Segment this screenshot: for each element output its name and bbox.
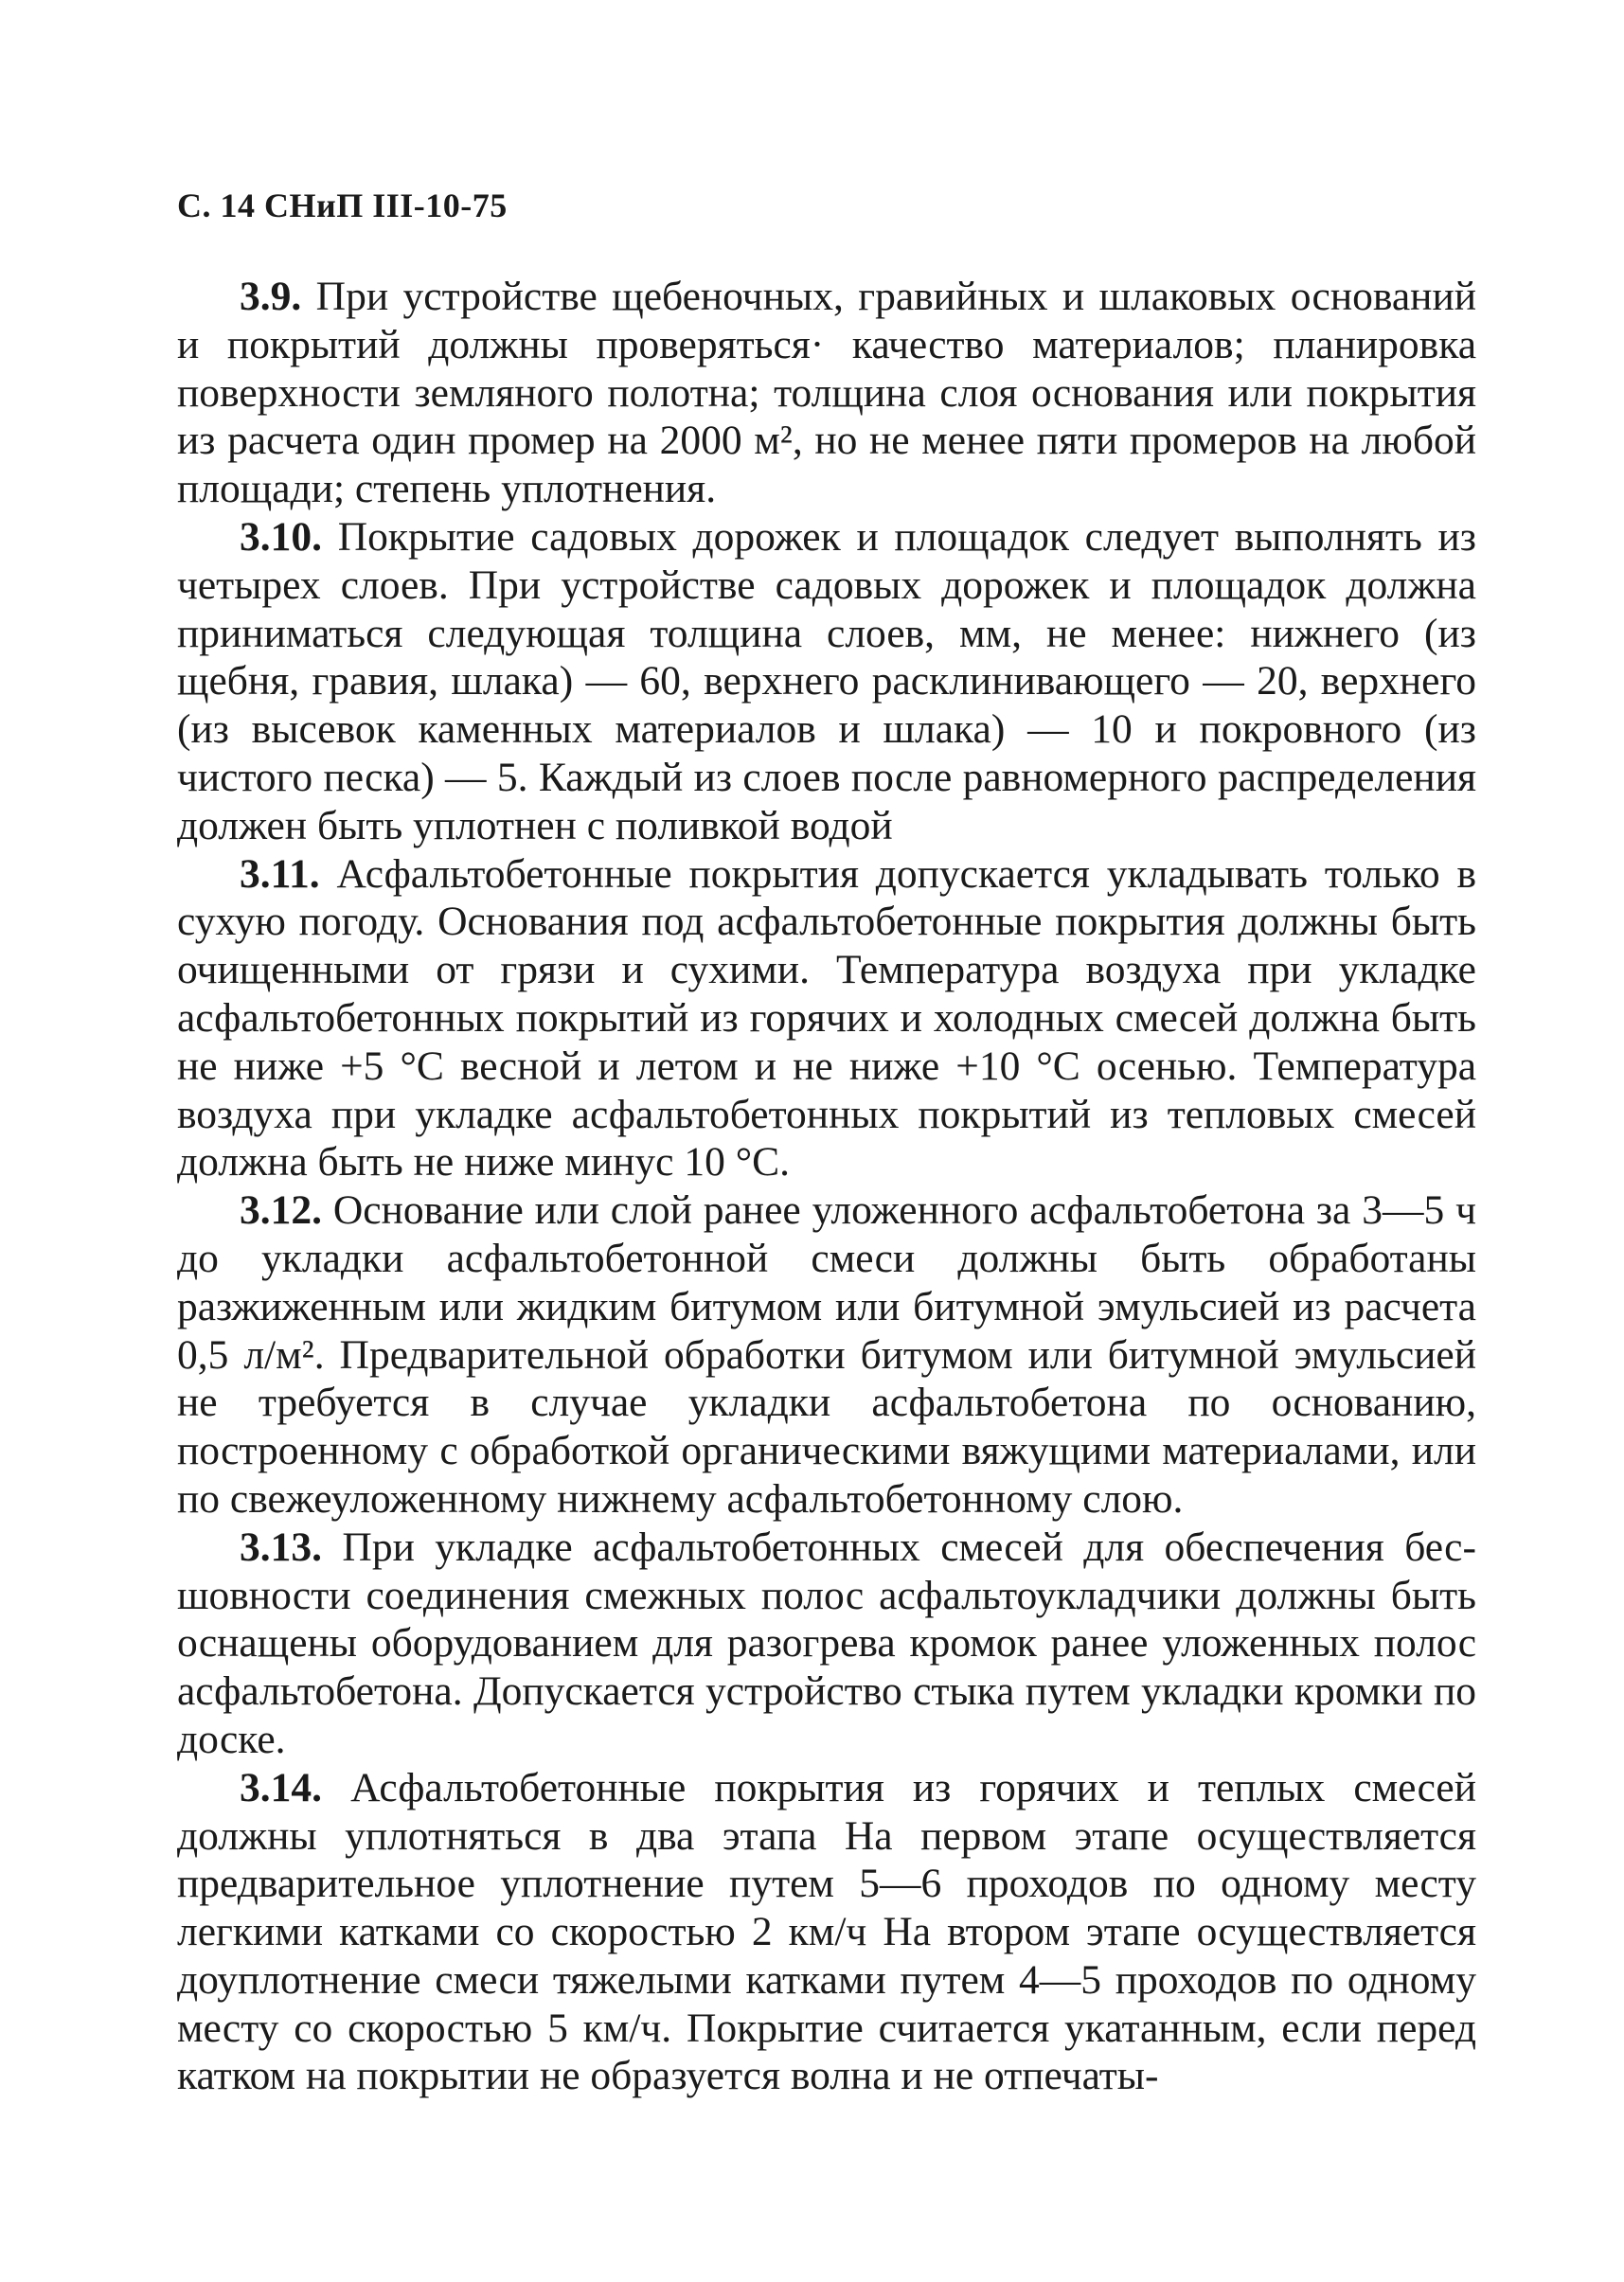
paragraph-text: Асфальтобетонные покрытия допускается укладывать только в сухую погоду. Основания под асфальтобетонные покрытия должны быть очищенными от грязи и сухими. Температура воздуха при укладке асфальтобетонных покрытий из горячих и холодных смесей должна быть не ниже +5 °С весной и летом и не ниже +10 °С осенью. Температура воздуха при укладке асфальтобетонных покрытий из тепловых смесей должна быть не ниже минус 10 °С. <box>177 850 1477 1186</box>
paragraph-number: 3.11. <box>240 850 320 897</box>
document-body <box>177 273 1476 2100</box>
paragraph-number: 3.12. <box>240 1187 322 1234</box>
paragraph-number: 3.10. <box>240 513 322 560</box>
paragraph-3-13 <box>177 1524 1476 1764</box>
paragraph-text: Основание или слой ранее уложенного асфальтобетона за 3—5 ч до укладки асфальтобетонной смеси должны быть обработаны разжиженным или жидким битумом или битумной эмульсией из расчета 0,5 л/м². Предварительной обработки битумом или битумной эмульсией не требуется в случае укладки асфальтобетона по основанию, построенному с обработкой органическими вяжущими материалами, или по свежеуложенному нижнему асфальтобетонному слою. <box>177 1187 1477 1522</box>
paragraph-text: Асфальтобетонные покрытия из горячих и теплых смесей должны уплотняться в два этапа На первом этапе осуществляется предварительное уплотнение путем 5—6 проходов по одному месту легкими катками со скоростью 2 км/ч На втором этапе осуществляется доуплотнение смеси тяжелыми катками путем 4—5 проходов по одному месту со скоростью 5 км/ч. Покрытие считается укатанным, если перед катком на покрытии не образуется волна и не отпечаты- <box>177 1764 1476 2099</box>
paragraph-3-11 <box>177 850 1476 1187</box>
paragraph-number: 3.13. <box>240 1524 322 1570</box>
paragraph-number: 3.14. <box>240 1764 322 1810</box>
paragraph-text: При устройстве щебеночных, гравийных и шлаковых оснований и покрытий должны проверяться· качество материалов; планировка поверхности земляного полотна; толщина слоя основания или покрытия из расчета один промер на 2000 м², но не менее пяти промеров на любой площади; степень уплотнения. <box>177 274 1477 512</box>
paragraph-3-10 <box>177 513 1476 850</box>
paragraph-3-14 <box>177 1764 1476 2101</box>
paragraph-3-9 <box>177 273 1476 513</box>
paragraph-3-12 <box>177 1186 1476 1524</box>
paragraph-text: Покрытие садовых дорожек и площадок следует выполнять из четырех слоев. При устройстве садовых дорожек и площадок должна приниматься следующая толщина слоев, мм, не менее: нижнего (из щебня, гравия, шлака) — 60, верхнего расклинивающего — 20, верхнего (из высевок каменных материалов и шлака) — 10 и покровного (из чистого песка) — 5. Каждый из слоев после равномерного распределения должен быть уплотнен с поливкой водой <box>177 513 1476 848</box>
page-header: С. 14 СНиП III-10-75 <box>177 187 508 224</box>
paragraph-number: 3.9. <box>240 274 302 319</box>
paragraph-text: При укладке асфальтобетонных смесей для обеспечения бесшовности соединения смежных полос асфальтоукладчики должны быть оснащены оборудованием для разогрева кромок ранее уложенных полос асфальтобетона. Допускается устройство стыка путем укладки кромки по доске. <box>177 1524 1476 1762</box>
